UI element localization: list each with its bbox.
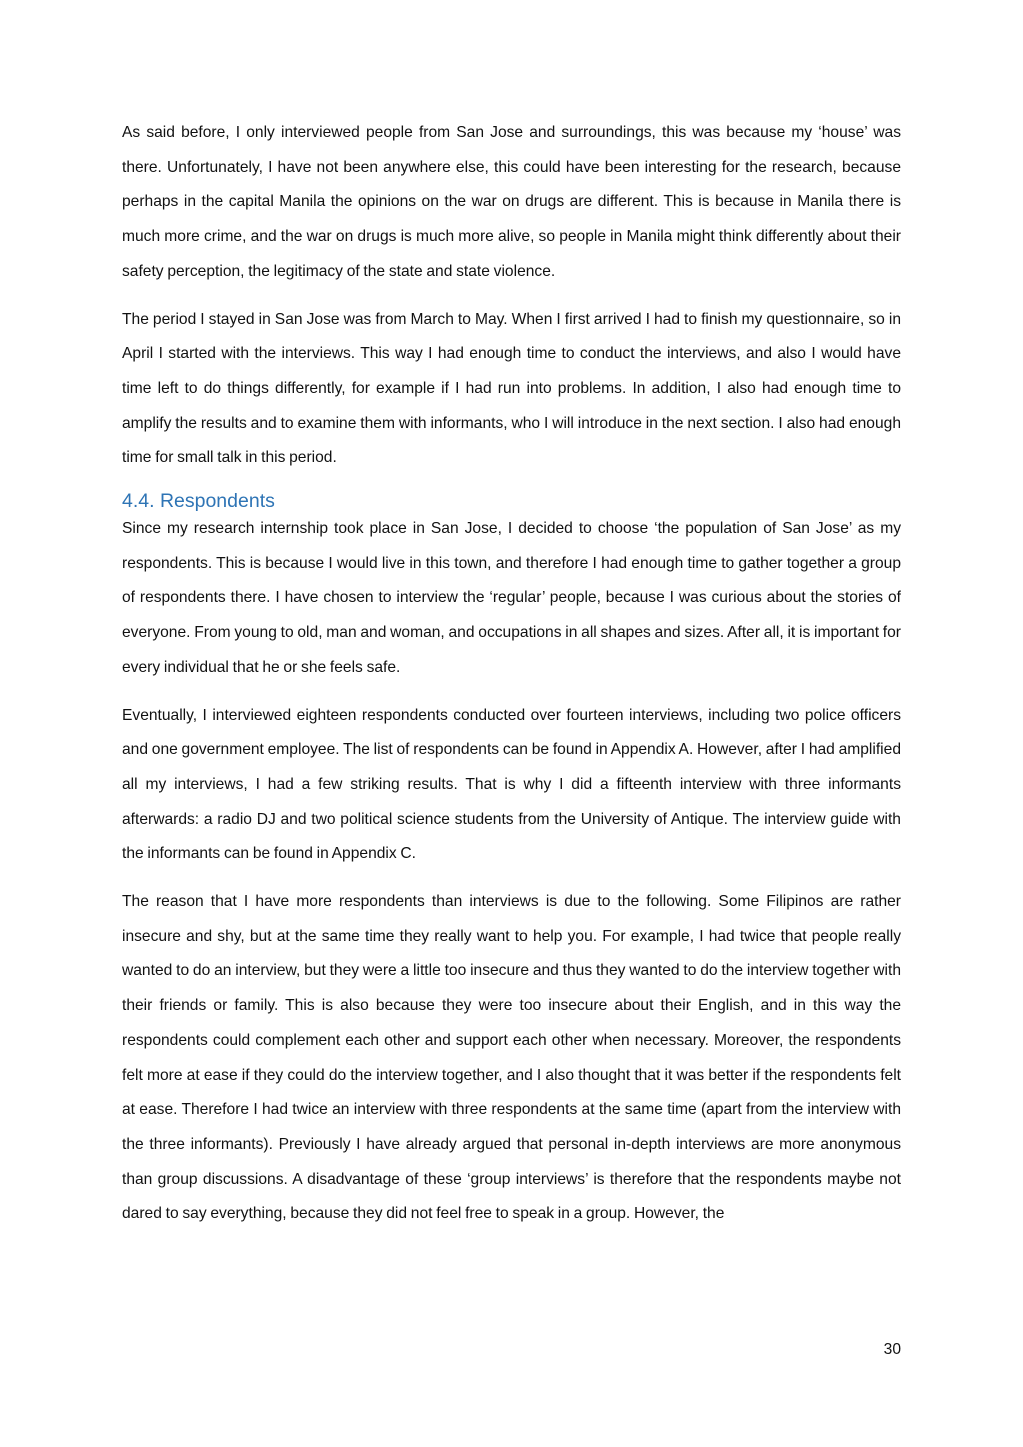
- section-heading-respondents: 4.4. Respondents: [122, 490, 275, 513]
- paragraph-period-stayed: The period I stayed in San Jose was from March to May. When I first arrived I had to finish my questionnaire, so in April I started with the interviews. This way I had enough time to conduct the interviews, and also I would have time left to do things differently, for example if I had run into problems. In addition, I also had enough time to amplify the results and to examine them with informants, who I will introduce in the next section. I also had enough time for small talk in this period.: [122, 310, 901, 467]
- page-number: 30: [883, 1341, 901, 1358]
- paragraph-more-respondents-reason: The reason that I have more respondents than interviews is due to the following. Some Filipinos are rather insecure and shy, but at the same time they really want to help you. For example, I had twice that people really wanted to do an interview, but they were a little too insecure and thus they wanted to do the interview together with their friends or family. This is also because they were too insecure about their English, and in this way the respondents could complement each other and support each other when necessary. Moreover, the respondents felt more at ease if they could do the interview together, and I also thought that it was better if the respondents felt at ease. Therefore I had twice an interview with three respondents at the same time (apart from the interview with the three informants). Previously I have already argued that personal in-depth interviews are more anonymous than group discussions. A disadvantage of these ‘group interviews’ is therefore that the respondents maybe not dared to say everything, because they did not feel free to speak in a group. However, the: [122, 893, 901, 1223]
- document-page: [122, 116, 901, 1232]
- paragraph-san-jose-surroundings: As said before, I only interviewed people from San Jose and surroundings, this was because my ‘house’ was there. Unfortunately, I have not been anywhere else, this could have been interesting for the research, because perhaps in the capital Manila the opinions on the war on drugs are different. This is because in Manila there is much more crime, and the war on drugs is much more alive, so people in Manila might think differently about their safety perception, the legitimacy of the state and state violence.: [122, 124, 901, 280]
- paragraph-research-internship: Since my research internship took place in San Jose, I decided to choose ‘the population of San Jose’ as my respondents. This is because I would live in this town, and therefore I had enough time to gather together a group of respondents there. I have chosen to interview the ‘regular’ people, because I was curious about the stories of everyone. From young to old, man and woman, and occupations in all shapes and sizes. After all, it is important for every individual that he or she feels safe.: [122, 520, 901, 676]
- paragraph-eighteen-respondents: Eventually, I interviewed eighteen respondents conducted over fourteen interviews, including two police officers and one government employee. The list of respondents can be found in Appendix A. However, after I had amplified all my interviews, I had a few striking results. That is why I did a fifteenth interview with three informants afterwards: a radio DJ and two political science students from the University of Antique. The interview guide with the informants can be found in Appendix C.: [122, 706, 901, 863]
